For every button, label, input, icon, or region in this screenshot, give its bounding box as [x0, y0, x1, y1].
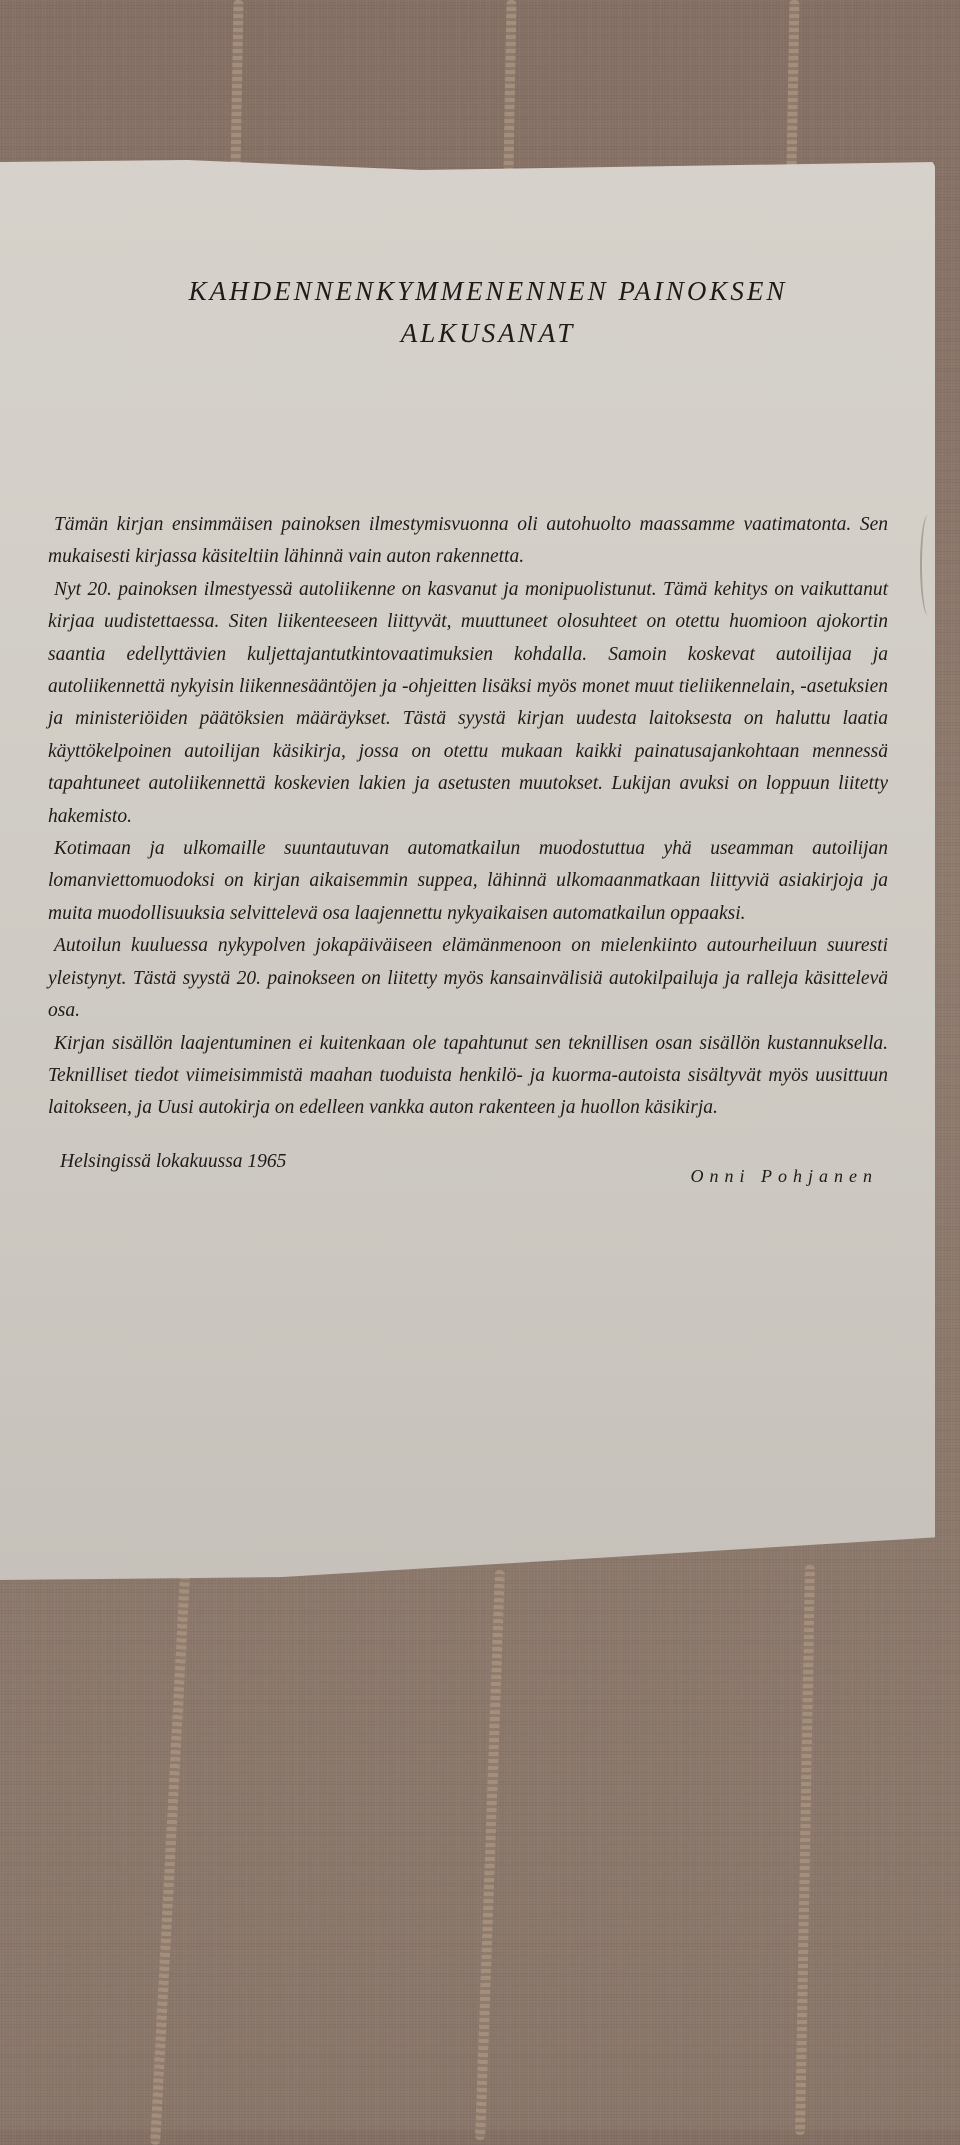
paragraph-5: Kirjan sisällön laajentuminen ei kuitenkaan ole tapahtunut sen teknillisen osan sisällön kustannuksella. Teknilliset tiedot viimeisimmistä maahan tuoduista henkilö- ja kuorma-autoista sisältyvät myös uusittuun laitokseen, ja Uusi autokirja on edelleen vankka auton rakenteen ja huollon käsikirja. [48, 1032, 888, 1119]
fabric-seam [150, 1575, 190, 2145]
page-crease [920, 515, 936, 615]
page-content [48, 270, 888, 1186]
paragraph-4: Autoilun kuuluessa nykypolven jokapäiväiseen elämänmenoon on mielenkiinto autourheiluun suuresti yleistynyt. Tästä syystä 20. painokseen on liitetty myös kansainvälisiä autokilpailuja ja ralleja käsittelevä osa. [48, 935, 888, 1022]
paragraph-3: Kotimaan ja ulkomaille suuntautuvan automatkailun muodostuttua yhä useamman autoilijan lomanviettomuodoksi on kirjan aikaisemmin suppea, lähinnä ulkomaanmatkaan liittyviä asiakirjoja ja muita muodollisuuksia selvittelevä osa laajennettu nykyaikaisen automatkailun oppaaksi. [48, 838, 888, 924]
fabric-seam [795, 1565, 815, 2135]
author-name: Onni Pohjanen [690, 1165, 878, 1186]
fabric-seam [475, 1570, 505, 2140]
signoff [48, 1150, 888, 1186]
title-line-1: KAHDENNENKYMMENENNEN PAINOKSEN [188, 276, 788, 306]
fabric-seam [231, 0, 244, 170]
page-title [88, 270, 888, 354]
paragraph-1: Tämän kirjan ensimmäisen painoksen ilmestymisvuonna oli autohuolto maassamme vaatimatonta. Sen mukaisesti kirjassa käsiteltiin lähinnä vain auton rakennetta. [48, 514, 888, 568]
preface-body [48, 509, 888, 1125]
fabric-seam [787, 0, 800, 170]
fabric-seam [504, 0, 517, 170]
title-line-2: ALKUSANAT [400, 318, 576, 348]
paragraph-2: Nyt 20. painoksen ilmestyessä autoliikenne on kasvanut ja monipuolistunut. Tämä kehitys on vaikuttanut kirjaa uudistettaessa. Siten liikenteeseen liittyvät, muuttuneet olosuhteet on otettu huomioon ajokortin saantia edellyttävien kuljettajantutkintovaatimuksien kohdalla. Samoin koskevat autoilijaa ja autoliikennettä nykyisin liikennesääntöjen ja -ohjeitten lisäksi myös monet muut tieliikennelain, -asetuksien ja ministeriöiden päätöksien määräykset. Tästä syystä kirjan uudesta laitoksesta on haluttu laatia käyttökelpoinen autoilijan käsikirja, jossa on otettu mukaan kaikki painatusajankohtaan mennessä tapahtuneet autoliikennettä koskevien lakien ja asetusten muutokset. Lukijan avuksi on loppuun liitetty hakemisto. [48, 578, 888, 827]
place-date: Helsingissä lokakuussa 1965 [60, 1150, 287, 1172]
